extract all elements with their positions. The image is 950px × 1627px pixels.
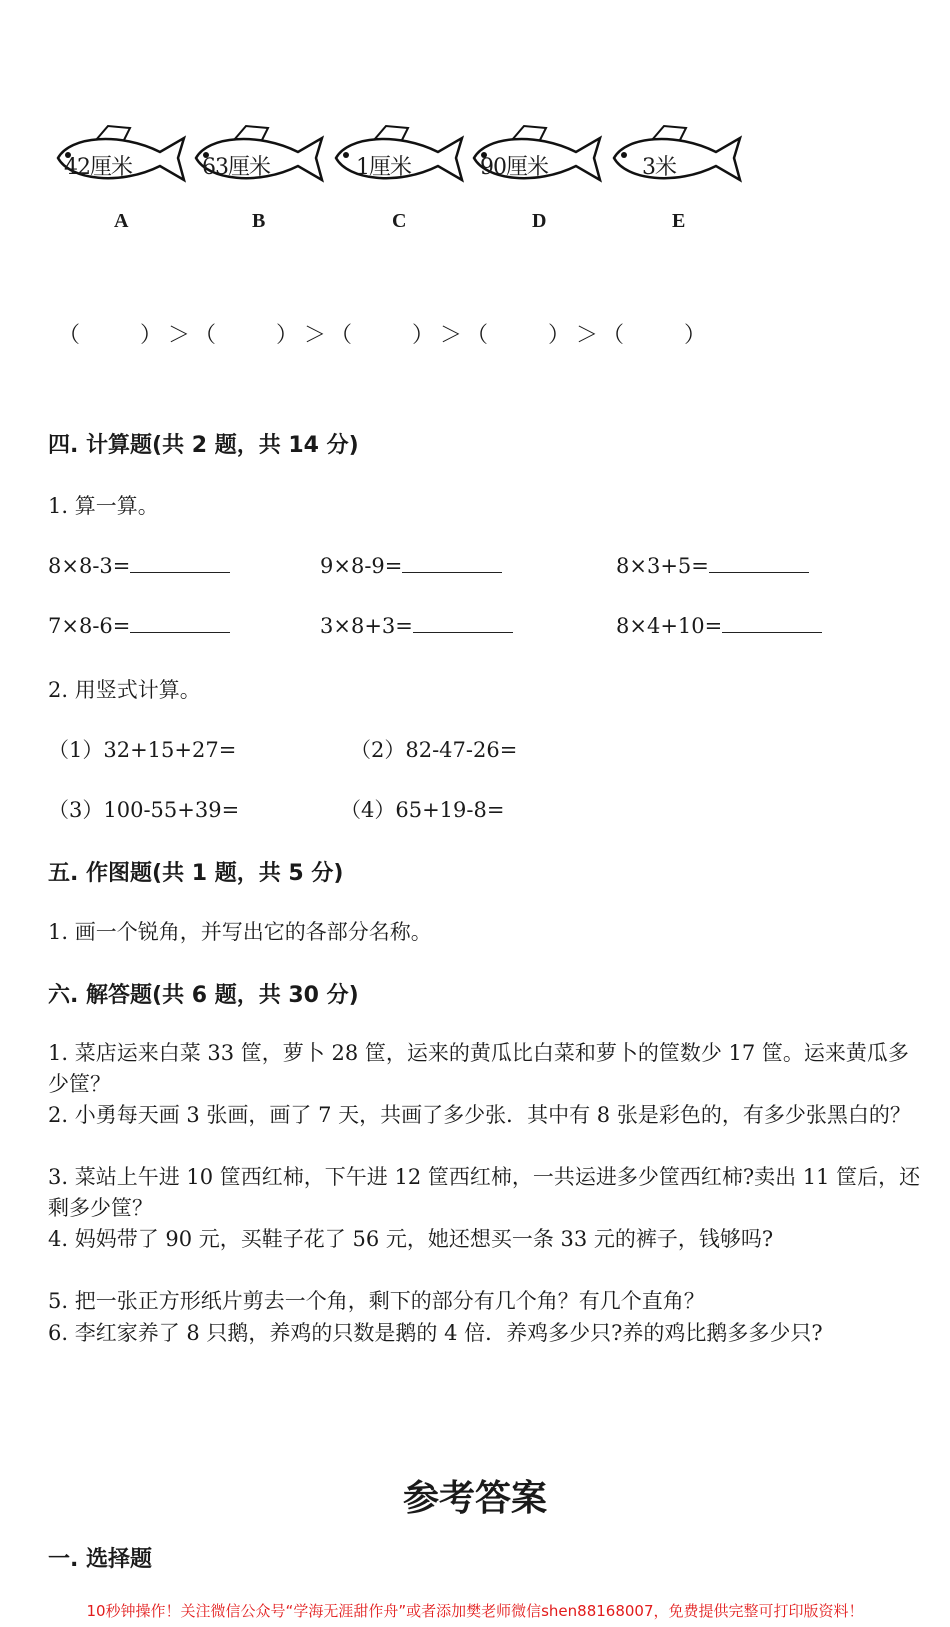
equation: [320, 612, 513, 638]
fish-b: [188, 118, 328, 198]
fish-d: [466, 118, 606, 198]
close-paren: ）: [140, 323, 163, 348]
greater-sign: ＞: [304, 323, 327, 348]
answer-blank[interactable]: [130, 612, 230, 633]
fish-value: 1厘米: [356, 155, 411, 180]
answer-blank[interactable]: [402, 552, 502, 573]
answer-key-title: 参考答案: [402, 1478, 547, 1519]
close-paren: ）: [684, 323, 707, 348]
equation-text: 8×8-3=: [48, 554, 131, 578]
vertical-calc: （4）65+19-8=: [340, 798, 505, 822]
equation: [616, 552, 809, 578]
answer-blank[interactable]: [722, 612, 822, 633]
close-paren: ）: [412, 323, 435, 348]
word-problem: 3. 菜站上午进 10 筐西红柿，下午进 12 筐西红柿，一共运进多少筐西红柿?卖出 11 筐后，还剩多少筐？: [48, 1165, 921, 1220]
promo-footer: 10秒钟操作！关注微信公众号“学海无涯甜作舟”或者添加樊老师微信shen88168007，免费提供完整可打印版资料！: [86, 1602, 864, 1620]
equation-text: 3×8+3=: [320, 614, 413, 638]
open-paren: （: [466, 323, 489, 348]
fish-letter-a: A: [114, 210, 129, 232]
word-problem: 1. 菜店运来白菜 33 筐，萝卜 28 筐，运来的黄瓜比白菜和萝卜的筐数少 17 筐。运来黄瓜多少筐？: [48, 1041, 909, 1096]
greater-sign: ＞: [168, 323, 191, 348]
equation-text: 9×8-9=: [320, 554, 403, 578]
fish-value: 63厘米: [202, 155, 270, 180]
question-text: 1. 画一个锐角，并写出它的各部分名称。: [48, 920, 432, 944]
open-paren: （: [602, 323, 625, 348]
equation: [320, 552, 502, 578]
answer-blank[interactable]: [130, 552, 230, 573]
answer-blank[interactable]: [709, 552, 809, 573]
vertical-calc: （3）100-55+39=: [48, 798, 240, 822]
open-paren: （: [58, 323, 81, 348]
question-text: 1. 算一算。: [48, 494, 159, 518]
equation: [616, 612, 822, 638]
word-problem: 2. 小勇每天画 3 张画，画了 7 天，共画了多少张．其中有 8 张是彩色的，有多少张黑白的？: [48, 1103, 911, 1127]
section-title-word-problems: 六. 解答题(共 6 题，共 30 分): [48, 983, 359, 1008]
vertical-calc: （2）82-47-26=: [350, 738, 518, 762]
word-problem: 5. 把一张正方形纸片剪去一个角，剩下的部分有几个角？有几个直角？: [48, 1289, 705, 1313]
equation: [48, 552, 230, 578]
fish-value: 3米: [642, 155, 676, 180]
fish-c: [328, 118, 468, 198]
equation-text: 8×4+10=: [616, 614, 723, 638]
close-paren: ）: [276, 323, 299, 348]
fish-value: 90厘米: [480, 155, 548, 180]
fish-letter-b: B: [252, 210, 266, 232]
question-text: 2. 用竖式计算。: [48, 678, 201, 702]
fish-e: [606, 118, 746, 198]
fish-value: 42厘米: [64, 155, 132, 180]
equation-text: 8×3+5=: [616, 554, 709, 578]
fish-letter-c: C: [392, 210, 407, 232]
section-title-calculation: 四. 计算题(共 2 题，共 14 分): [48, 433, 359, 458]
fish-letter-e: E: [672, 210, 686, 232]
answer-section-title: 一. 选择题: [48, 1547, 153, 1572]
word-problem: 4. 妈妈带了 90 元，买鞋子花了 56 元，她还想买一条 33 元的裤子，钱够吗?: [48, 1227, 774, 1251]
open-paren: （: [330, 323, 353, 348]
section-title-drawing: 五. 作图题(共 1 题，共 5 分): [48, 861, 344, 886]
open-paren: （: [194, 323, 217, 348]
close-paren: ）: [548, 323, 571, 348]
greater-sign: ＞: [440, 323, 463, 348]
greater-sign: ＞: [576, 323, 599, 348]
fish-a: [50, 118, 190, 198]
vertical-calc: （1）32+15+27=: [48, 738, 237, 762]
fish-icon: [606, 118, 746, 198]
fish-letter-d: D: [532, 210, 547, 232]
word-problem: 6. 李红家养了 8 只鹅，养鸡的只数是鹅的 4 倍．养鸡多少只?养的鸡比鹅多多少只?: [48, 1321, 823, 1345]
answer-blank[interactable]: [413, 612, 513, 633]
equation-text: 7×8-6=: [48, 614, 131, 638]
equation: [48, 612, 230, 638]
